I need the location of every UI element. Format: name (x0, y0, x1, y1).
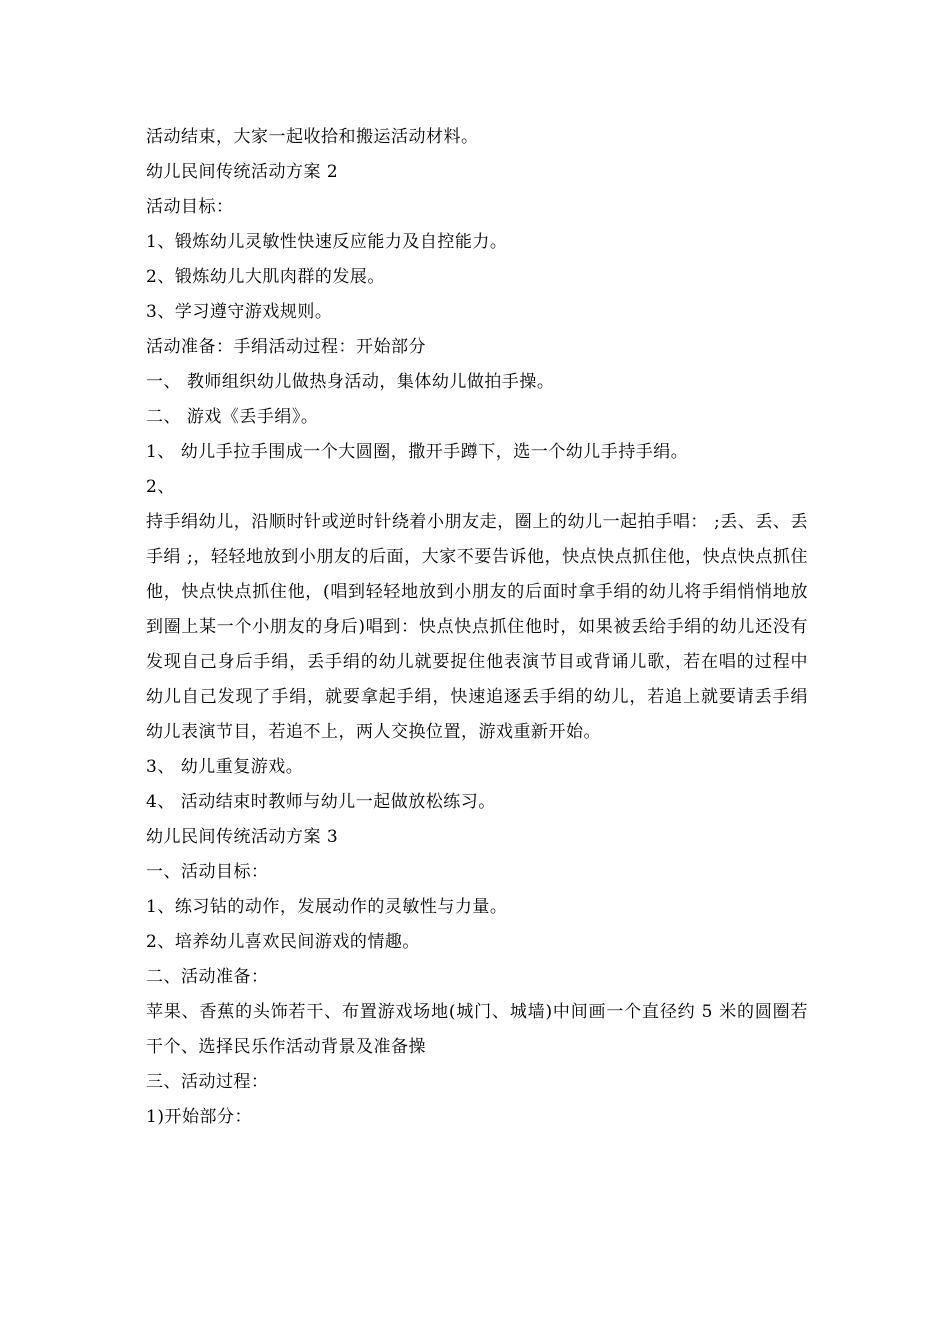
list-item: 3、学习遵守游戏规则。 (146, 302, 333, 322)
text-line: 活动结束，大家一起收拾和搬运活动材料。 (146, 127, 479, 147)
text-line: 1)开始部分： (146, 1107, 252, 1127)
preparation-paragraph: 苹果、香蕉的头饰若干、布置游戏场地(城门、城墙)中间画一个直径约 5 米的圆圈若干个、选择民乐作活动背景及准备操 (146, 1002, 808, 1057)
list-item: 1、练习钻的动作，发展动作的灵敏性与力量。 (146, 897, 508, 917)
game-description-paragraph: 持手绢幼儿，沿顺时针或逆时针绕着小朋友走，圈上的幼儿一起拍手唱： ;丢、丢、丢手绢 ;，轻轻地放到小朋友的后面，大家不要告诉他，快点快点抓住他，快点快点抓住他，快点快点抓住他，(唱到轻轻地放到小朋友的后面时拿手绢的幼儿将手绢悄悄地放到圈上某一个小朋友的身后)唱到：快点快点抓住他时，如果被丢给手绢的幼儿还没有发现自己身后手绢，丢手绢的幼儿就要捉住他表演节目或背诵儿歌，若在唱的过程中幼儿自己发现了手绢，就要拿起手绢，快速追逐丢手绢的幼儿，若追上就要请丢手绢幼儿表演节目，若追不上，两人交换位置，游戏重新开始。 (146, 512, 808, 742)
list-item: 2、 (146, 477, 175, 497)
list-item: 2、锻炼幼儿大肌肉群的发展。 (146, 267, 385, 287)
text-line: 活动准备：手绢活动过程：开始部分 (146, 337, 426, 357)
list-item: 2、培养幼儿喜欢民间游戏的情趣。 (146, 932, 420, 952)
text-line: 三、活动过程： (146, 1072, 269, 1092)
list-item: 一、 教师组织幼儿做热身活动，集体幼儿做拍手操。 (146, 372, 555, 392)
list-item: 3、 幼儿重复游戏。 (146, 757, 304, 777)
text-line: 活动目标： (146, 197, 234, 217)
section-heading: 幼儿民间传统活动方案 3 (146, 827, 339, 847)
text-line: 一、活动目标： (146, 862, 269, 882)
text-line: 二、活动准备： (146, 967, 269, 987)
list-item: 1、 幼儿手拉手围成一个大圆圈，撒开手蹲下，选一个幼儿手持手绢。 (146, 442, 689, 462)
list-item: 1、锻炼幼儿灵敏性快速反应能力及自控能力。 (146, 232, 508, 252)
list-item: 二、 游戏《丢手绢》。 (146, 407, 319, 427)
document-body (146, 120, 808, 1135)
list-item: 4、 活动结束时教师与幼儿一起做放松练习。 (146, 792, 496, 812)
section-heading: 幼儿民间传统活动方案 2 (146, 162, 339, 182)
